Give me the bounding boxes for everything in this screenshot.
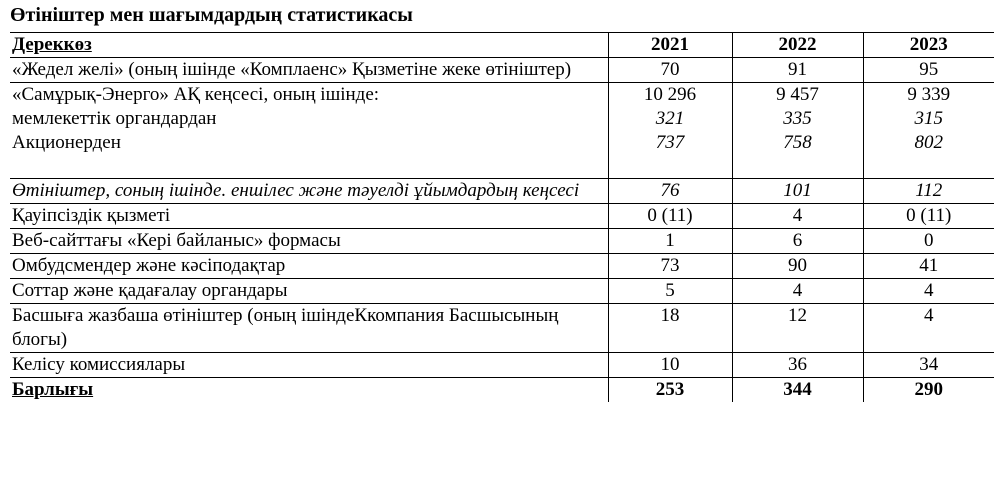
row-value-2022: 12 bbox=[732, 304, 863, 353]
row-label: Өтініштер, соның ішінде. еншілес және тәуелді ұйымдардың кеңсесі bbox=[10, 179, 608, 204]
row-value-2021: 5 bbox=[608, 279, 732, 304]
row-label: Басшыға жазбаша өтініштер (оның ішіндеКкомпания Басшысының блогы) bbox=[10, 304, 608, 353]
table-row bbox=[10, 83, 994, 179]
total-value-2022: 344 bbox=[732, 378, 863, 403]
row-value-2023: 0 bbox=[863, 229, 994, 254]
total-label: Барлығы bbox=[12, 379, 94, 400]
table-row bbox=[10, 304, 994, 353]
row-value-2023: 95 bbox=[863, 58, 994, 83]
row-value-2021: 18 bbox=[608, 304, 732, 353]
row-value-2023: 0 (11) bbox=[863, 204, 994, 229]
row-value-2022: 4 bbox=[732, 279, 863, 304]
row-value-2022: 9 457 bbox=[776, 84, 819, 105]
row-value-2021: 0 (11) bbox=[608, 204, 732, 229]
total-value-2021: 253 bbox=[608, 378, 732, 403]
row-value-2023: 4 bbox=[863, 304, 994, 353]
row-label: Соттар және қадағалау органдары bbox=[10, 279, 608, 304]
sub-row-value-2023: 802 bbox=[914, 132, 943, 153]
row-value-2022: 36 bbox=[732, 353, 863, 378]
table-row bbox=[10, 353, 994, 378]
row-value-2021: 70 bbox=[608, 58, 732, 83]
table-row bbox=[10, 279, 994, 304]
row-label: «Самұрық-Энерго» АҚ кеңсесі, оның ішінде: bbox=[12, 84, 380, 105]
row-value-2023: 34 bbox=[863, 353, 994, 378]
row-value-2023: 4 bbox=[863, 279, 994, 304]
row-value-2022: 6 bbox=[732, 229, 863, 254]
table-row bbox=[10, 229, 994, 254]
header-source: Дереккөз bbox=[10, 33, 608, 58]
sub-row-value-2021: 321 bbox=[655, 108, 685, 129]
sub-row-value-2023: 315 bbox=[914, 108, 943, 129]
row-label: «Жедел желі» (оның ішінде «Комплаенс» Қызметіне жеке өтініштер) bbox=[10, 58, 608, 83]
row-label: Веб-сайттағы «Кері байланыс» формасы bbox=[10, 229, 608, 254]
page-title: Өтініштер мен шағымдардың статистикасы bbox=[10, 4, 413, 26]
row-value-2021: 1 bbox=[608, 229, 732, 254]
row-value-2022: 91 bbox=[732, 58, 863, 83]
header-year-2023: 2023 bbox=[863, 33, 994, 58]
row-value-2022: 90 bbox=[732, 254, 863, 279]
header-year-2022: 2022 bbox=[732, 33, 863, 58]
row-value-2021: 76 bbox=[608, 179, 732, 204]
statistics-table bbox=[10, 32, 994, 402]
row-label: Келісу комиссиялары bbox=[10, 353, 608, 378]
table-header-row bbox=[10, 33, 994, 58]
sub-row-label: мемлекеттік органдардан bbox=[12, 108, 217, 129]
sub-row-label: Акционерден bbox=[12, 132, 121, 153]
row-value-2021: 73 bbox=[608, 254, 732, 279]
table-row bbox=[10, 204, 994, 229]
table-row bbox=[10, 179, 994, 204]
header-year-2021: 2021 bbox=[608, 33, 732, 58]
row-value-2022: 101 bbox=[732, 179, 863, 204]
sub-row-value-2022: 758 bbox=[783, 132, 812, 153]
table-row bbox=[10, 254, 994, 279]
row-value-2023: 9 339 bbox=[907, 84, 951, 105]
row-value-2022: 4 bbox=[732, 204, 863, 229]
table-row bbox=[10, 58, 994, 83]
total-value-2023: 290 bbox=[863, 378, 994, 403]
row-value-2021: 10 296 bbox=[643, 84, 697, 105]
row-value-2023: 112 bbox=[863, 179, 994, 204]
row-label: Қауіпсіздік қызметі bbox=[10, 204, 608, 229]
sub-row-value-2022: 335 bbox=[783, 108, 812, 129]
row-label: Омбудсмендер және кәсіподақтар bbox=[10, 254, 608, 279]
row-value-2023: 41 bbox=[863, 254, 994, 279]
row-value-2021: 10 bbox=[608, 353, 732, 378]
sub-row-value-2021: 737 bbox=[655, 132, 685, 153]
total-row bbox=[10, 378, 994, 403]
